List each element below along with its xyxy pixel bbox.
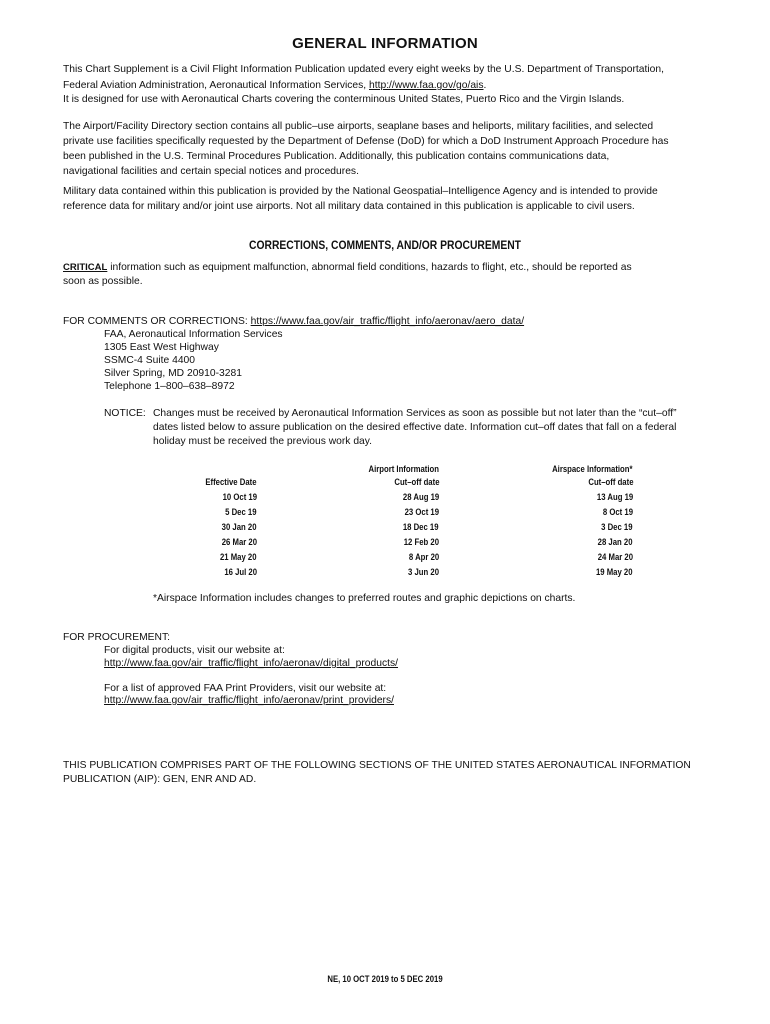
row-4-airspace: 28 Jan 20 (598, 537, 633, 547)
military-line-1: Military data contained within this publication is provided by the National Geospatial–Intelligence Agency and is intended to provide (63, 186, 658, 197)
procurement-label: FOR PROCUREMENT: (63, 632, 170, 643)
afd-line-1: The Airport/Facility Directory section contains all public–use airports, seaplane bases and heliports, military facilities, and selected (63, 121, 654, 132)
row-5-effective: 21 May 20 (220, 552, 257, 562)
row-6-effective: 16 Jul 20 (224, 567, 257, 577)
row-1-airspace: 13 Aug 19 (596, 492, 633, 502)
row-3-effective: 30 Jan 20 (222, 522, 257, 532)
address-line-3: SSMC-4 Suite 4400 (104, 355, 196, 366)
digital-products-text: For digital products, visit our website at: (104, 645, 285, 656)
digital-products-link[interactable]: http://www.faa.gov/air_traffic/flight_info/aeronav/digital_products/ (104, 658, 399, 669)
header-effective: Effective Date (205, 477, 257, 487)
row-3-airspace: 3 Dec 19 (601, 522, 633, 532)
print-providers-text: For a list of approved FAA Print Providers, visit our website at: (104, 683, 387, 694)
header-airspace-bottom: Cut–off date (587, 477, 633, 487)
notice-line-2: dates listed below to assure publication on the desired effective date. Information cut–off dates that fall on a federal (153, 422, 677, 433)
address-line-4: Silver Spring, MD 20910-3281 (104, 368, 242, 379)
address-line-2: 1305 East West Highway (104, 342, 219, 353)
address-line-5: Telephone 1–800–638–8972 (104, 381, 235, 392)
afd-line-3: been published in the U.S. Terminal Procedures Publication. Additionally, this publication contains communications data, (63, 151, 610, 162)
critical-line-1 (63, 260, 632, 276)
row-2-effective: 5 Dec 19 (225, 507, 257, 517)
notice-line-3: holiday must be received the previous work day. (153, 436, 373, 447)
critical-label: CRITICAL (63, 262, 108, 273)
comments-label: FOR COMMENTS OR CORRECTIONS: (63, 316, 251, 327)
aip-line-1: THIS PUBLICATION COMPRISES PART OF THE FOLLOWING SECTIONS OF THE UNITED STATES AERONAUTICAL INFORMATION (63, 760, 691, 771)
military-line-2: reference data for military and/or joint use airports. Not all military data contained in this publication is applicable to civil users. (63, 201, 635, 212)
row-3-airport: 18 Dec 19 (403, 522, 439, 532)
intro-line-2-text: Federal Aviation Administration, Aeronautical Information Services, (63, 80, 370, 91)
critical-line-2: soon as possible. (63, 276, 143, 287)
row-5-airspace: 24 Mar 20 (597, 552, 633, 562)
row-1-effective: 10 Oct 19 (222, 492, 257, 502)
ais-link[interactable]: http://www.faa.gov/go/ais (369, 80, 484, 91)
aip-line-2: PUBLICATION (AIP): GEN, ENR AND AD. (63, 774, 257, 785)
aero-data-link[interactable]: https://www.faa.gov/air_traffic/flight_info/aeronav/aero_data/ (250, 316, 525, 327)
print-providers-link[interactable]: http://www.faa.gov/air_traffic/flight_info/aeronav/print_providers/ (104, 695, 394, 706)
header-airport-bottom: Cut–off date (393, 477, 439, 487)
intro-line-1: This Chart Supplement is a Civil Flight Information Publication updated every eight weeks by the U.S. Department of Transportation, (63, 64, 664, 75)
row-1-airport: 28 Aug 19 (402, 492, 439, 502)
row-6-airport: 3 Jun 20 (408, 567, 439, 577)
row-2-airspace: 8 Oct 19 (602, 507, 633, 517)
corrections-heading: CORRECTIONS, COMMENTS, AND/OR PROCUREMENT (249, 238, 521, 252)
notice-label: NOTICE: (104, 408, 146, 419)
page-title: GENERAL INFORMATION (292, 35, 478, 52)
header-airspace-top: Airspace Information* (552, 464, 633, 474)
afd-line-2: private use facilities specifically requested by the Department of Defense (DoD) for which a DoD Instrument Approach Procedure has (63, 136, 669, 147)
critical-text: information such as equipment malfunction, abnormal field conditions, hazards to flight, etc., should be reported as (107, 262, 632, 273)
row-5-airport: 8 Apr 20 (408, 552, 439, 562)
page-footer: NE, 10 OCT 2019 to 5 DEC 2019 (327, 974, 443, 984)
row-2-airport: 23 Oct 19 (404, 507, 439, 517)
notice-line-1: Changes must be received by Aeronautical Information Services as soon as possible but not later than the “cut–off” (153, 408, 677, 419)
intro-line-2-end: . (483, 80, 487, 91)
airspace-footnote: *Airspace Information includes changes to preferred routes and graphic depictions on charts. (153, 593, 576, 604)
intro-line-3: It is designed for use with Aeronautical Charts covering the conterminous United States, Puerto Rico and the Virgin Islands. (63, 94, 625, 105)
row-6-airspace: 19 May 20 (596, 567, 633, 577)
header-airport-top: Airport Information (368, 464, 439, 474)
row-4-airport: 12 Feb 20 (403, 537, 439, 547)
afd-line-4: navigational facilities and certain special notices and procedures. (63, 166, 359, 177)
row-4-effective: 26 Mar 20 (221, 537, 257, 547)
address-line-1: FAA, Aeronautical Information Services (104, 329, 283, 340)
